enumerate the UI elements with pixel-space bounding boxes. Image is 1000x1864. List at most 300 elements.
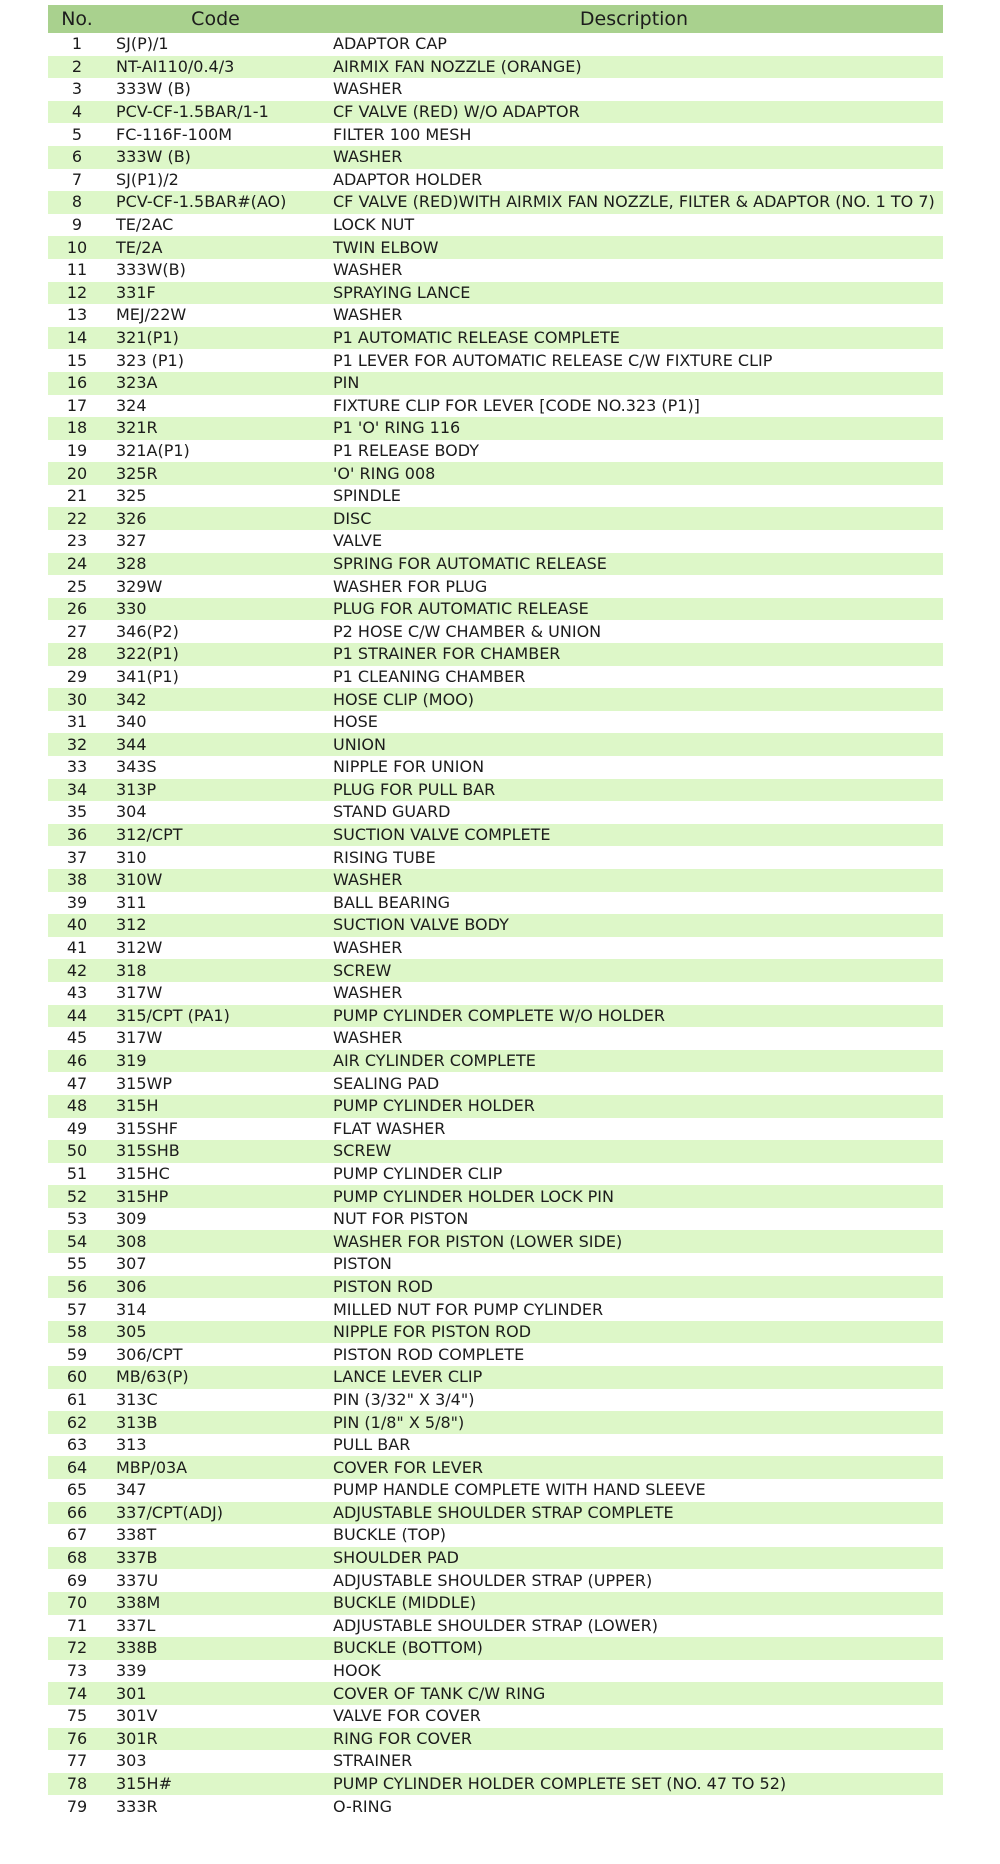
- row-code: 323A: [106, 372, 325, 395]
- table-row: [48, 282, 943, 305]
- row-description: VALVE FOR COVER: [333, 1706, 481, 1726]
- row-number: 26: [48, 598, 106, 621]
- row-code: TE/2AC: [116, 215, 174, 235]
- row-description: FIXTURE CLIP FOR LEVER [CODE NO.323 (P1)]: [333, 395, 700, 415]
- row-number: 55: [66, 1254, 88, 1274]
- row-description: WASHER: [333, 983, 403, 1003]
- table-row: [48, 1705, 943, 1728]
- row-code: 310W: [106, 869, 325, 892]
- table-row: [48, 507, 943, 530]
- row-description: P1 'O' RING 116: [325, 417, 943, 440]
- row-description: BUCKLE (TOP): [333, 1525, 446, 1545]
- table-row: [48, 1728, 943, 1751]
- row-code: 315HP: [106, 1185, 325, 1208]
- table-row: [48, 1321, 943, 1344]
- row-description: STAND GUARD: [333, 802, 451, 822]
- row-description: BALL BEARING: [333, 892, 451, 912]
- row-number: 70: [48, 1592, 106, 1615]
- row-code: 312/CPT: [106, 824, 325, 847]
- row-code: 333W(B): [116, 260, 186, 280]
- row-description: RING FOR COVER: [325, 1728, 943, 1751]
- table-row: [48, 982, 943, 1005]
- row-description: STRAINER: [333, 1751, 413, 1771]
- row-number: 59: [66, 1344, 88, 1364]
- row-description: COVER OF TANK C/W RING: [325, 1682, 943, 1705]
- row-description: PIN: [325, 372, 943, 395]
- row-description: VALVE: [333, 531, 383, 551]
- row-code: 313B: [106, 1411, 325, 1434]
- table-row: [48, 1005, 943, 1028]
- table-row: [48, 1795, 943, 1818]
- row-number: 25: [66, 576, 88, 596]
- row-description: HOSE: [333, 712, 378, 732]
- header-no: No.: [48, 5, 106, 33]
- row-number: 64: [48, 1456, 106, 1479]
- row-code: 321R: [106, 417, 325, 440]
- row-number: 51: [66, 1163, 88, 1183]
- row-description: SEALING PAD: [333, 1073, 440, 1093]
- row-code: 337/CPT(ADJ): [106, 1502, 325, 1525]
- row-code: 307: [116, 1254, 147, 1274]
- row-number: 29: [66, 666, 88, 686]
- row-code: 318: [106, 959, 325, 982]
- row-number: 14: [48, 327, 106, 350]
- row-description: WASHER FOR PLUG: [333, 576, 488, 596]
- row-number: 6: [48, 146, 106, 169]
- row-description: WASHER: [333, 260, 403, 280]
- row-code: 338M: [106, 1592, 325, 1615]
- table-row: [48, 1524, 943, 1547]
- table-row: [48, 959, 943, 982]
- row-code: PCV-CF-1.5BAR#(AO): [106, 191, 325, 214]
- table-row: [48, 914, 943, 937]
- table-row: [48, 214, 943, 237]
- table-row: [48, 123, 943, 146]
- row-code: 315H: [106, 1095, 325, 1118]
- row-code: 343S: [116, 757, 157, 777]
- row-number: 61: [66, 1389, 88, 1409]
- row-code: 313P: [106, 779, 325, 802]
- row-description: PUMP HANDLE COMPLETE WITH HAND SLEEVE: [333, 1480, 706, 1500]
- row-description: SHOULDER PAD: [325, 1547, 943, 1570]
- row-number: 3: [71, 79, 83, 99]
- row-number: 15: [66, 350, 88, 370]
- row-number: 22: [48, 507, 106, 530]
- table-row: [48, 1298, 943, 1321]
- row-description: HOSE CLIP (MOO): [325, 688, 943, 711]
- row-code: 326: [106, 507, 325, 530]
- row-description: CF VALVE (RED) W/O ADAPTOR: [325, 101, 943, 124]
- row-description: O-RING: [333, 1796, 393, 1816]
- row-code: 310: [116, 847, 147, 867]
- row-number: 2: [48, 56, 106, 79]
- row-code: 330: [106, 598, 325, 621]
- row-number: 32: [48, 733, 106, 756]
- row-description: PISTON: [333, 1254, 392, 1274]
- row-number: 63: [66, 1435, 88, 1455]
- row-number: 56: [48, 1276, 106, 1299]
- row-description: HOOK: [333, 1661, 381, 1681]
- row-description: UNION: [325, 733, 943, 756]
- row-number: 53: [66, 1209, 88, 1229]
- row-number: 4: [48, 101, 106, 124]
- row-number: 71: [66, 1615, 88, 1635]
- row-code: 342: [106, 688, 325, 711]
- row-code: 301: [106, 1682, 325, 1705]
- row-code: 321(P1): [106, 327, 325, 350]
- row-description: CF VALVE (RED)WITH AIRMIX FAN NOZZLE, FILTER & ADAPTOR (NO. 1 TO 7): [325, 191, 943, 214]
- row-code: 304: [116, 802, 147, 822]
- row-description: PLUG FOR PULL BAR: [325, 779, 943, 802]
- table-row: [48, 1027, 943, 1050]
- row-code: 315HC: [116, 1163, 170, 1183]
- table-row: [48, 620, 943, 643]
- table-row: [48, 101, 943, 124]
- row-description: P1 STRAINER FOR CHAMBER: [325, 643, 943, 666]
- row-code: 331F: [106, 282, 325, 305]
- row-number: 7: [71, 169, 83, 189]
- table-row: [48, 1773, 943, 1796]
- row-description: BUCKLE (MIDDLE): [325, 1592, 943, 1615]
- row-number: 8: [48, 191, 106, 214]
- row-description: COVER FOR LEVER: [325, 1456, 943, 1479]
- row-number: 43: [66, 983, 88, 1003]
- row-code: 344: [106, 733, 325, 756]
- row-description: PISTON ROD: [325, 1276, 943, 1299]
- table-row: [48, 462, 943, 485]
- row-number: 30: [48, 688, 106, 711]
- table-row: [48, 1502, 943, 1525]
- row-code: PCV-CF-1.5BAR/1-1: [106, 101, 325, 124]
- row-code: 346(P2): [116, 621, 179, 641]
- row-description: SUCTION VALVE BODY: [325, 914, 943, 937]
- row-description: SPINDLE: [333, 486, 401, 506]
- table-row: [48, 1118, 943, 1141]
- row-number: 68: [48, 1547, 106, 1570]
- row-description: FLAT WASHER: [333, 1118, 446, 1138]
- table-row: [48, 169, 943, 192]
- parts-table: [48, 5, 943, 1818]
- row-code: 324: [116, 395, 147, 415]
- row-code: TE/2A: [106, 236, 325, 259]
- row-number: 11: [66, 260, 88, 280]
- row-code: 323 (P1): [116, 350, 184, 370]
- row-code: 303: [116, 1751, 147, 1771]
- table-row: [48, 1682, 943, 1705]
- table-row: [48, 33, 943, 56]
- row-code: 333R: [116, 1796, 158, 1816]
- row-description: WASHER: [333, 938, 403, 958]
- row-number: 40: [48, 914, 106, 937]
- row-code: 301R: [106, 1728, 325, 1751]
- row-number: 39: [66, 892, 88, 912]
- table-row: [48, 937, 943, 960]
- table-row: [48, 236, 943, 259]
- row-code: 338B: [106, 1637, 325, 1660]
- row-description: WASHER FOR PISTON (LOWER SIDE): [325, 1230, 943, 1253]
- row-code: SJ(P)/1: [116, 34, 169, 54]
- table-row: [48, 598, 943, 621]
- row-description: NIPPLE FOR PISTON ROD: [325, 1321, 943, 1344]
- row-description: AIRMIX FAN NOZZLE (ORANGE): [325, 56, 943, 79]
- row-code: 305: [106, 1321, 325, 1344]
- table-row: [48, 666, 943, 689]
- table-row: [48, 1072, 943, 1095]
- row-description: TWIN ELBOW: [325, 236, 943, 259]
- row-code: 315/CPT (PA1): [106, 1005, 325, 1028]
- row-code: NT-AI110/0.4/3: [106, 56, 325, 79]
- row-code: 337L: [116, 1615, 156, 1635]
- row-description: PUMP CYLINDER COMPLETE W/O HOLDER: [325, 1005, 943, 1028]
- row-description: PULL BAR: [333, 1435, 411, 1455]
- row-code: 312: [106, 914, 325, 937]
- row-number: 66: [48, 1502, 106, 1525]
- row-description: P2 HOSE C/W CHAMBER & UNION: [333, 621, 602, 641]
- row-number: 57: [66, 1299, 88, 1319]
- row-number: 60: [48, 1366, 106, 1389]
- table-row: [48, 733, 943, 756]
- table-row: [48, 1276, 943, 1299]
- row-number: 37: [66, 847, 88, 867]
- table-row: [48, 191, 943, 214]
- row-description: WASHER: [325, 146, 943, 169]
- row-number: 78: [48, 1773, 106, 1796]
- table-row: [48, 349, 943, 372]
- table-row: [48, 56, 943, 79]
- row-code: MBP/03A: [106, 1456, 325, 1479]
- row-code: 306: [106, 1276, 325, 1299]
- row-code: FC-116F-100M: [116, 124, 233, 144]
- row-description: WASHER: [333, 79, 403, 99]
- row-number: 28: [48, 643, 106, 666]
- row-number: 34: [48, 779, 106, 802]
- row-number: 75: [66, 1706, 88, 1726]
- table-row: [48, 1185, 943, 1208]
- row-code: 315SHF: [116, 1118, 178, 1138]
- row-number: 79: [66, 1796, 88, 1816]
- table-row: [48, 1366, 943, 1389]
- table-row: [48, 146, 943, 169]
- row-description: PUMP CYLINDER HOLDER: [325, 1095, 943, 1118]
- row-description: PIN (1/8" X 5/8"): [325, 1411, 943, 1434]
- row-code: 319: [106, 1050, 325, 1073]
- table-row: [48, 1343, 943, 1366]
- table-row: [48, 869, 943, 892]
- row-number: 48: [48, 1095, 106, 1118]
- row-description: P1 CLEANING CHAMBER: [333, 666, 526, 686]
- row-code: 341(P1): [116, 666, 179, 686]
- row-code: 306/CPT: [116, 1344, 183, 1364]
- row-number: 16: [48, 372, 106, 395]
- row-description: PUMP CYLINDER CLIP: [333, 1163, 503, 1183]
- table-body: [48, 33, 943, 1818]
- row-code: MEJ/22W: [116, 305, 187, 325]
- row-number: 18: [48, 417, 106, 440]
- table-row: [48, 485, 943, 508]
- row-number: 36: [48, 824, 106, 847]
- table-row: [48, 1434, 943, 1457]
- row-description: DISC: [325, 507, 943, 530]
- row-description: LOCK NUT: [333, 215, 415, 235]
- table-row: [48, 1479, 943, 1502]
- row-code: 312W: [116, 938, 163, 958]
- row-number: 50: [48, 1140, 106, 1163]
- table-row: [48, 779, 943, 802]
- row-code: 333W (B): [116, 79, 191, 99]
- row-description: FILTER 100 MESH: [333, 124, 472, 144]
- row-code: 325R: [106, 462, 325, 485]
- row-code: 315WP: [116, 1073, 173, 1093]
- table-row: [48, 1615, 943, 1638]
- row-code: 315SHB: [106, 1140, 325, 1163]
- row-code: 338T: [116, 1525, 157, 1545]
- row-description: NIPPLE FOR UNION: [333, 757, 485, 777]
- table-row: [48, 259, 943, 282]
- row-number: 12: [48, 282, 106, 305]
- table-row: [48, 530, 943, 553]
- table-row: [48, 1050, 943, 1073]
- row-code: 301V: [116, 1706, 158, 1726]
- row-number: 17: [66, 395, 88, 415]
- table-row: [48, 1411, 943, 1434]
- row-description: SPRING FOR AUTOMATIC RELEASE: [325, 553, 943, 576]
- row-description: WASHER: [333, 1028, 403, 1048]
- row-code: 314: [116, 1299, 147, 1319]
- row-number: 67: [66, 1525, 88, 1545]
- row-description: RISING TUBE: [333, 847, 436, 867]
- header-description: Description: [325, 5, 943, 33]
- row-description: WASHER: [325, 869, 943, 892]
- row-description: MILLED NUT FOR PUMP CYLINDER: [333, 1299, 604, 1319]
- row-number: 52: [48, 1185, 106, 1208]
- table-row: [48, 1456, 943, 1479]
- row-number: 49: [66, 1118, 88, 1138]
- table-row: [48, 643, 943, 666]
- table-row: [48, 756, 943, 779]
- header-row: [48, 5, 943, 33]
- row-description: 'O' RING 008: [325, 462, 943, 485]
- row-code: 329W: [116, 576, 163, 596]
- table-row: [48, 1140, 943, 1163]
- row-code: 317W: [116, 983, 163, 1003]
- row-number: 23: [66, 531, 88, 551]
- row-description: SPRAYING LANCE: [325, 282, 943, 305]
- row-number: 33: [66, 757, 88, 777]
- row-number: 31: [66, 712, 88, 732]
- row-number: 65: [66, 1480, 88, 1500]
- row-code: MB/63(P): [106, 1366, 325, 1389]
- row-number: 58: [48, 1321, 106, 1344]
- row-number: 46: [48, 1050, 106, 1073]
- row-code: 333W (B): [106, 146, 325, 169]
- row-description: P1 RELEASE BODY: [333, 440, 479, 460]
- row-number: 76: [48, 1728, 106, 1751]
- row-code: 347: [116, 1480, 147, 1500]
- table-row: [48, 553, 943, 576]
- table-row: [48, 1253, 943, 1276]
- table-row: [48, 1592, 943, 1615]
- row-description: ADJUSTABLE SHOULDER STRAP (UPPER): [333, 1570, 653, 1590]
- table-row: [48, 417, 943, 440]
- table-row: [48, 78, 943, 101]
- row-code: 313: [116, 1435, 147, 1455]
- row-number: 9: [71, 215, 83, 235]
- row-number: 21: [66, 486, 88, 506]
- table-row: [48, 1095, 943, 1118]
- row-code: 308: [106, 1230, 325, 1253]
- row-description: BUCKLE (BOTTOM): [325, 1637, 943, 1660]
- row-code: 317W: [116, 1028, 163, 1048]
- row-description: PISTON ROD COMPLETE: [333, 1344, 525, 1364]
- row-description: SCREW: [325, 1140, 943, 1163]
- row-code: 321A(P1): [116, 440, 190, 460]
- row-description: PLUG FOR AUTOMATIC RELEASE: [325, 598, 943, 621]
- row-code: 327: [116, 531, 147, 551]
- row-number: 24: [48, 553, 106, 576]
- table-row: [48, 801, 943, 824]
- row-code: 325: [116, 486, 147, 506]
- row-code: 328: [106, 553, 325, 576]
- row-description: P1 AUTOMATIC RELEASE COMPLETE: [325, 327, 943, 350]
- row-description: P1 LEVER FOR AUTOMATIC RELEASE C/W FIXTURE CLIP: [333, 350, 773, 370]
- row-code: 337U: [116, 1570, 159, 1590]
- row-description: ADAPTOR HOLDER: [333, 169, 483, 189]
- table-row: [48, 1660, 943, 1683]
- row-number: 54: [48, 1230, 106, 1253]
- row-description: ADJUSTABLE SHOULDER STRAP COMPLETE: [325, 1502, 943, 1525]
- row-number: 42: [48, 959, 106, 982]
- table-row: [48, 1637, 943, 1660]
- row-code: 311: [116, 892, 147, 912]
- row-code: 337B: [106, 1547, 325, 1570]
- row-number: 45: [66, 1028, 88, 1048]
- row-description: NUT FOR PISTON: [333, 1209, 469, 1229]
- table-row: [48, 892, 943, 915]
- row-number: 10: [48, 236, 106, 259]
- row-description: PUMP CYLINDER HOLDER LOCK PIN: [325, 1185, 943, 1208]
- row-description: WASHER: [333, 305, 403, 325]
- table-row: [48, 440, 943, 463]
- row-code: 313C: [116, 1389, 158, 1409]
- row-description: PUMP CYLINDER HOLDER COMPLETE SET (NO. 47 TO 52): [325, 1773, 943, 1796]
- table-row: [48, 1547, 943, 1570]
- row-description: ADJUSTABLE SHOULDER STRAP (LOWER): [333, 1615, 658, 1635]
- table-row: [48, 711, 943, 734]
- row-number: 19: [66, 440, 88, 460]
- row-number: 27: [66, 621, 88, 641]
- row-code: SJ(P1)/2: [116, 169, 179, 189]
- row-number: 5: [71, 124, 83, 144]
- row-number: 69: [66, 1570, 88, 1590]
- row-description: AIR CYLINDER COMPLETE: [325, 1050, 943, 1073]
- row-number: 72: [48, 1637, 106, 1660]
- row-code: 322(P1): [106, 643, 325, 666]
- table-row: [48, 372, 943, 395]
- table-row: [48, 1163, 943, 1186]
- row-number: 62: [48, 1411, 106, 1434]
- row-number: 1: [71, 34, 83, 54]
- row-description: SCREW: [325, 959, 943, 982]
- row-number: 47: [66, 1073, 88, 1093]
- table-row: [48, 1389, 943, 1412]
- table-row: [48, 1569, 943, 1592]
- row-description: SUCTION VALVE COMPLETE: [325, 824, 943, 847]
- table-row: [48, 688, 943, 711]
- table-row: [48, 824, 943, 847]
- row-number: 13: [66, 305, 88, 325]
- row-number: 41: [66, 938, 88, 958]
- table-row: [48, 575, 943, 598]
